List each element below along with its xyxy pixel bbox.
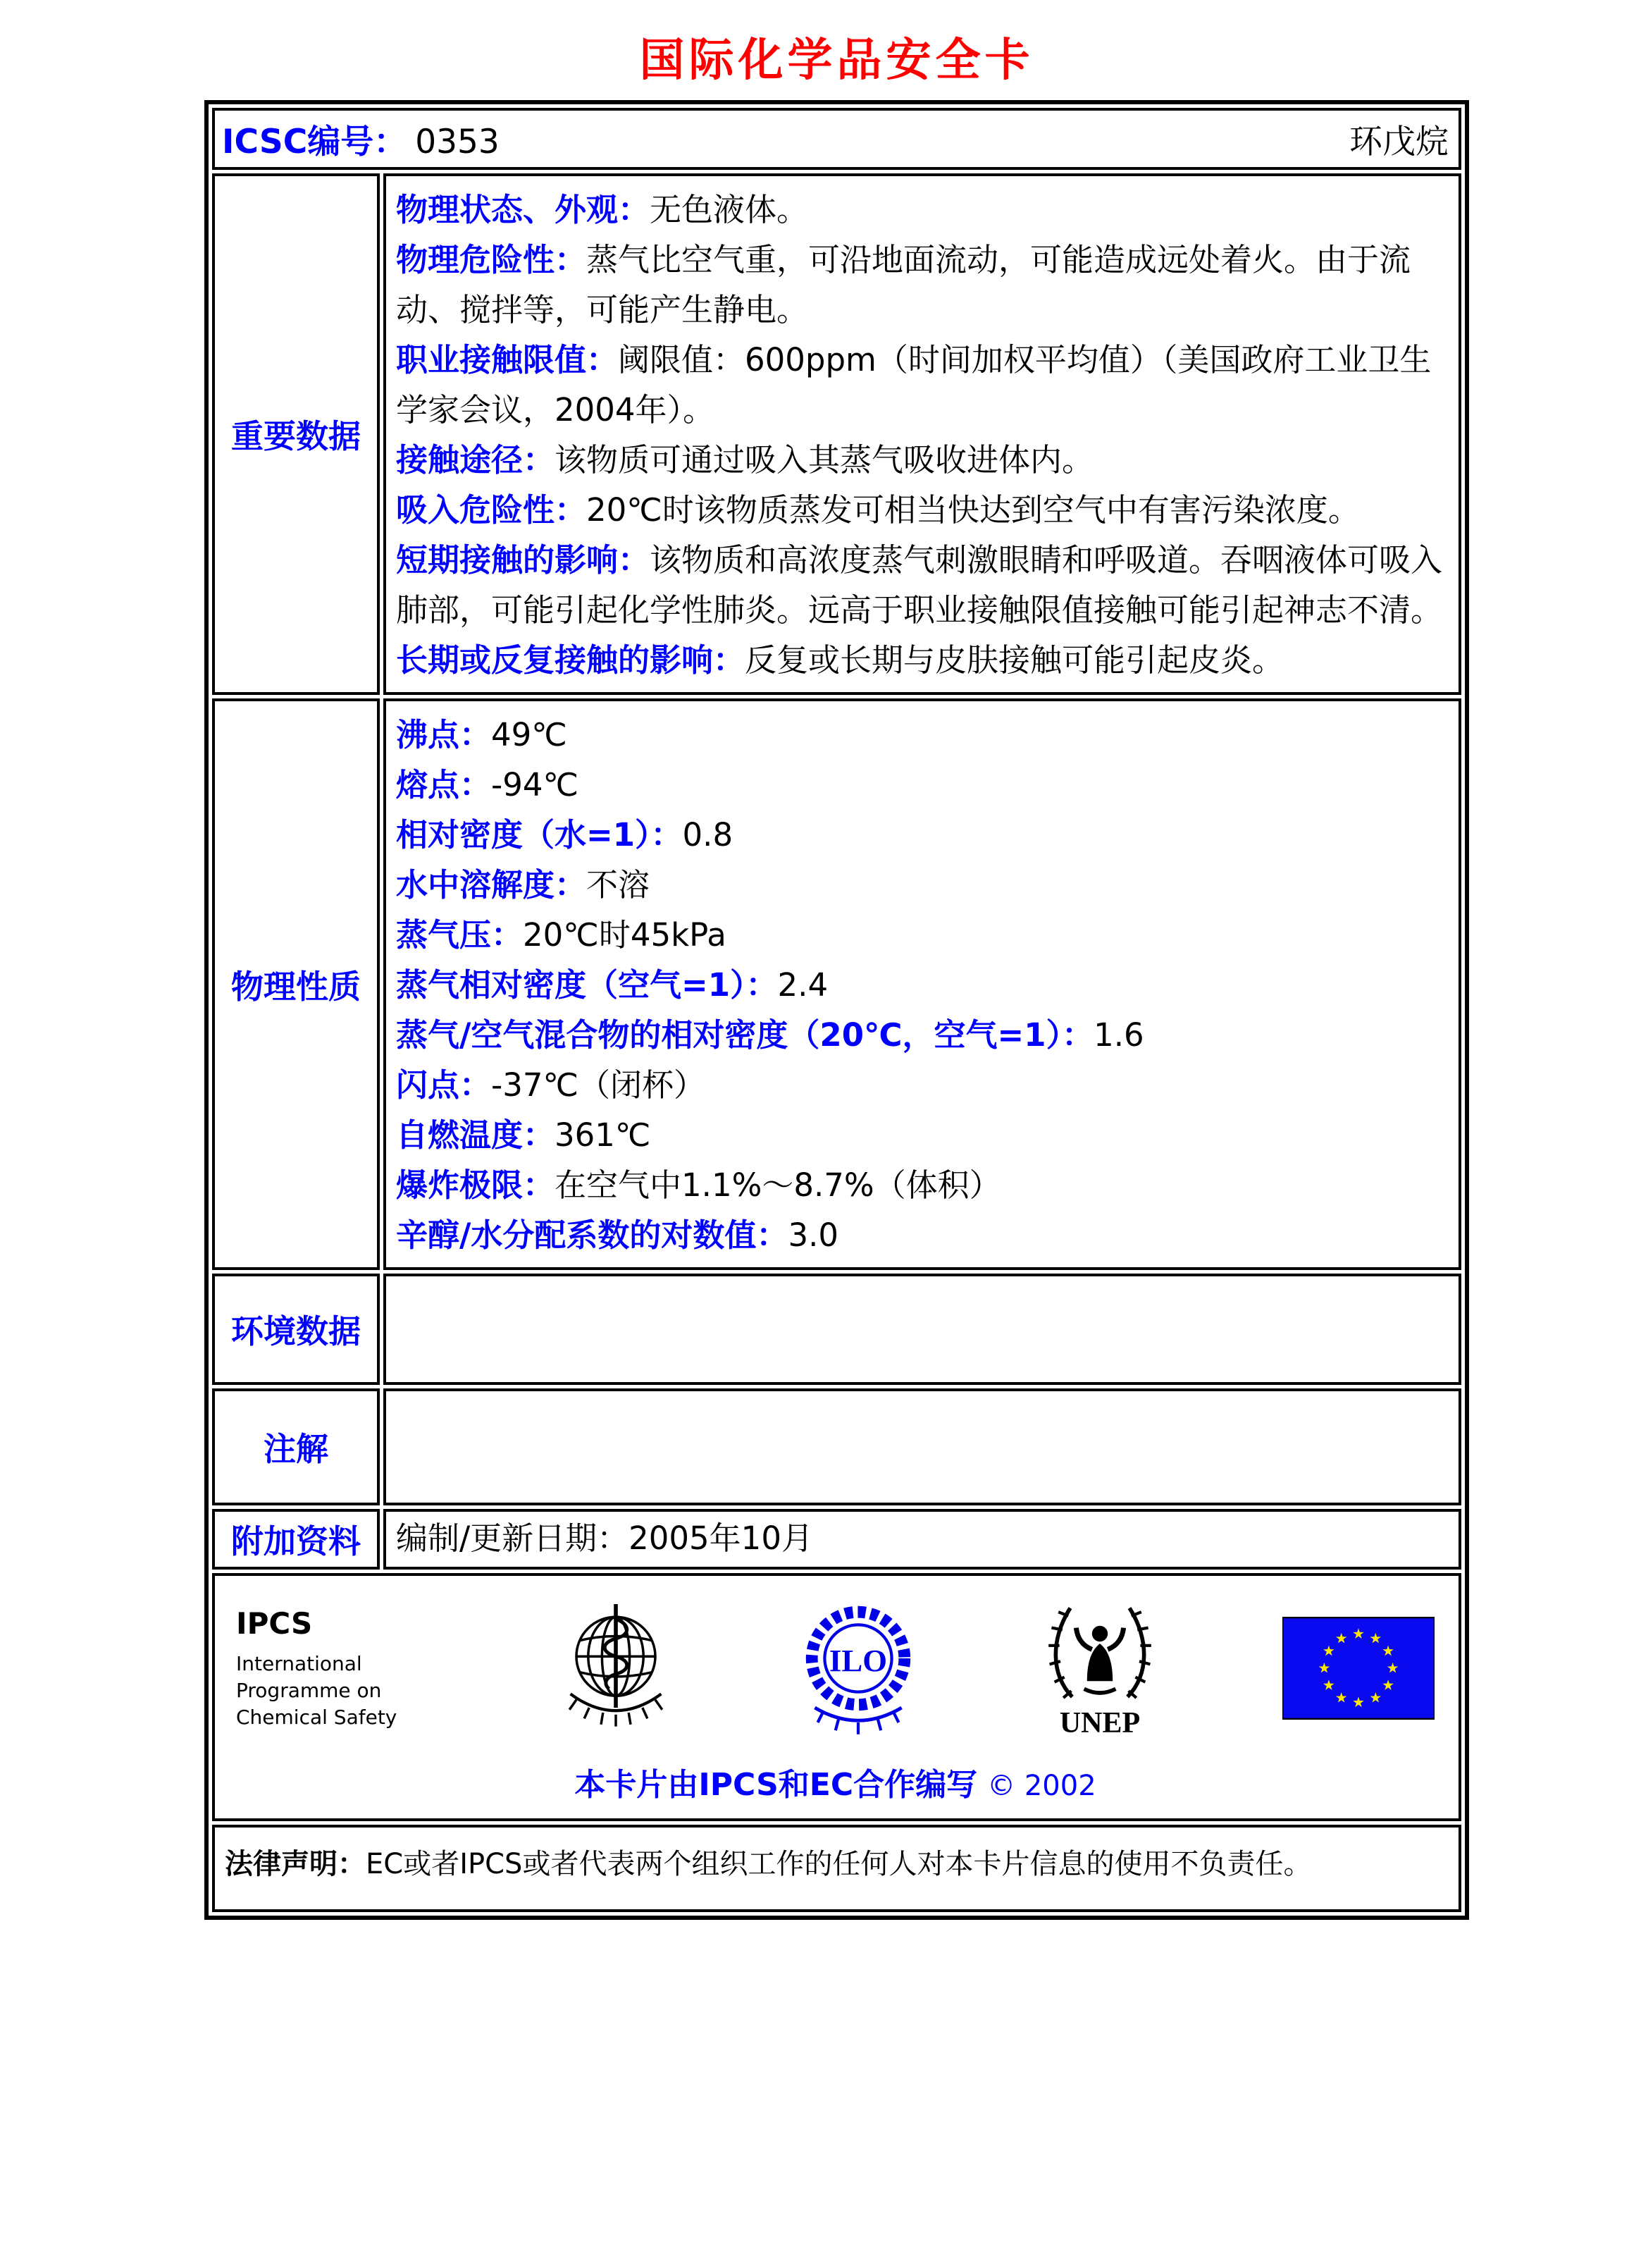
ipcs-line-3: Chemical Safety — [236, 1705, 397, 1729]
notes-row — [212, 1388, 1461, 1505]
entry-field: 辛醇/水分配系数的对数值： — [396, 1216, 788, 1254]
logos-row — [212, 1573, 1461, 1821]
legal-cell — [212, 1825, 1461, 1912]
entry-value: -37℃（闭杯） — [491, 1066, 706, 1104]
ilo-logo-icon — [799, 1599, 917, 1737]
important-data-content — [383, 173, 1461, 695]
entry — [396, 1210, 1447, 1260]
entry-value: -94℃ — [491, 766, 579, 803]
entry — [396, 1110, 1447, 1160]
important-data-row — [212, 173, 1461, 695]
entry-field: 蒸气/空气混合物的相对密度（20℃，空气=1）： — [396, 1016, 1094, 1054]
legal-row — [212, 1825, 1461, 1912]
entry-field: 爆炸极限： — [396, 1166, 555, 1204]
physical-properties-content — [383, 698, 1461, 1270]
chemical-name: 环戊烷 — [1349, 122, 1449, 161]
entry-value: 该物质可通过吸入其蒸气吸收进体内。 — [555, 441, 1094, 479]
section-label-environmental-data: 环境数据 — [212, 1274, 380, 1385]
entry — [396, 635, 1447, 685]
section-label-important-data: 重要数据 — [212, 173, 380, 695]
physical-properties-row — [212, 698, 1461, 1270]
entry-field: 熔点： — [396, 766, 492, 803]
entry-value: 在空气中1.1%～8.7%（体积） — [555, 1166, 1001, 1204]
entry — [396, 235, 1447, 335]
page-title: 国际化学品安全卡 — [639, 35, 1034, 87]
entry — [396, 710, 1447, 760]
legal-label: 法律声明： — [225, 1848, 366, 1880]
entry-field: 吸入危险性： — [396, 491, 587, 529]
entry-value: 阈限值：600ppm（时间加权平均值）（美国政府工业卫生学家会议，2004年）。 — [396, 341, 1432, 429]
icsc-number-value: 0353 — [415, 122, 500, 161]
notes-content — [383, 1388, 1461, 1505]
section-label-notes: 注解 — [212, 1388, 380, 1505]
icsc-number — [222, 116, 500, 163]
section-label-additional-info: 附加资料 — [212, 1509, 380, 1570]
icsc-document-page — [0, 24, 1641, 2268]
entry — [396, 535, 1447, 635]
entry-value: 20℃时45kPa — [523, 916, 726, 954]
entry-field: 物理危险性： — [396, 241, 587, 278]
entry-value: 0.8 — [682, 816, 733, 853]
entry — [396, 335, 1447, 435]
entry — [396, 485, 1447, 535]
entry-value: 无色液体。 — [650, 191, 809, 228]
entry-field: 短期接触的影响： — [396, 541, 650, 579]
entry-field: 沸点： — [396, 716, 492, 753]
legal-text: EC或者IPCS或者代表两个组织工作的任何人对本卡片信息的使用不负责任。 — [366, 1848, 1312, 1880]
entry-field: 相对密度（水=1）： — [396, 816, 683, 853]
entry-value: 20℃时该物质蒸发可相当快达到空气中有害污染浓度。 — [586, 491, 1360, 529]
header-row — [212, 108, 1461, 170]
entry — [396, 760, 1447, 810]
copyright-text: 本卡片由IPCS和EC合作编写 — [574, 1767, 978, 1803]
header-cell — [212, 108, 1461, 170]
additional-info-text: 编制/更新日期：2005年10月 — [383, 1509, 1461, 1570]
entry-field: 物理状态、外观： — [396, 191, 650, 228]
entry-value: 不溶 — [586, 866, 650, 904]
entry-field: 蒸气相对密度（空气=1）： — [396, 966, 778, 1004]
icsc-card — [204, 100, 1469, 1920]
environmental-data-row — [212, 1274, 1461, 1385]
additional-info-row — [212, 1509, 1461, 1570]
entry-value: 361℃ — [555, 1116, 651, 1154]
eu-flag-icon — [1282, 1617, 1435, 1720]
entry-value: 49℃ — [491, 716, 567, 753]
entry-value: 该物质和高浓度蒸气刺激眼睛和呼吸道。吞咽液体可吸入肺部，可能引起化学性肺炎。远高于职业接触限值接触可能引起神志不清。 — [396, 541, 1443, 629]
entry — [396, 1160, 1447, 1210]
entry-value: 2.4 — [777, 966, 829, 1004]
ipcs-text-block — [236, 1606, 433, 1731]
entry — [396, 1060, 1447, 1110]
entry — [396, 910, 1447, 960]
ipcs-line-2: Programme on — [236, 1678, 382, 1702]
entry-value: 3.0 — [788, 1216, 839, 1254]
copyright-line — [236, 1759, 1435, 1804]
ipcs-acronym: IPCS — [236, 1606, 313, 1641]
entry — [396, 435, 1447, 485]
entry — [396, 185, 1447, 235]
entry-field: 职业接触限值： — [396, 341, 619, 378]
entry-value: 蒸气比空气重，可沿地面流动，可能造成远处着火。由于流动、搅拌等，可能产生静电。 — [396, 241, 1411, 328]
copyright-year: © 2002 — [987, 1770, 1096, 1802]
who-logo-icon — [555, 1599, 676, 1737]
environmental-data-content — [383, 1274, 1461, 1385]
ipcs-line-1: International — [236, 1651, 362, 1675]
entry-field: 水中溶解度： — [396, 866, 587, 904]
icsc-number-label: ICSC编号： — [222, 122, 407, 161]
entry — [396, 860, 1447, 910]
ilo-logo-text: ILO — [829, 1643, 887, 1679]
entry — [396, 1010, 1447, 1060]
unep-logo-text: UNEP — [1059, 1707, 1140, 1739]
entry-field: 自燃温度： — [396, 1116, 555, 1154]
entry-field: 闪点： — [396, 1066, 492, 1104]
section-label-physical-properties: 物理性质 — [212, 698, 380, 1270]
icsc-table — [209, 104, 1465, 1916]
entry-value: 1.6 — [1094, 1016, 1144, 1054]
entry — [396, 810, 1447, 860]
entry-field: 蒸气压： — [396, 916, 524, 954]
entry-field: 接触途径： — [396, 441, 555, 479]
entry-value: 反复或长期与皮肤接触可能引起皮炎。 — [745, 641, 1284, 679]
entry-field: 长期或反复接触的影响： — [396, 641, 745, 679]
logos-cell — [212, 1573, 1461, 1821]
unep-logo-icon — [1039, 1594, 1160, 1742]
entry — [396, 960, 1447, 1010]
